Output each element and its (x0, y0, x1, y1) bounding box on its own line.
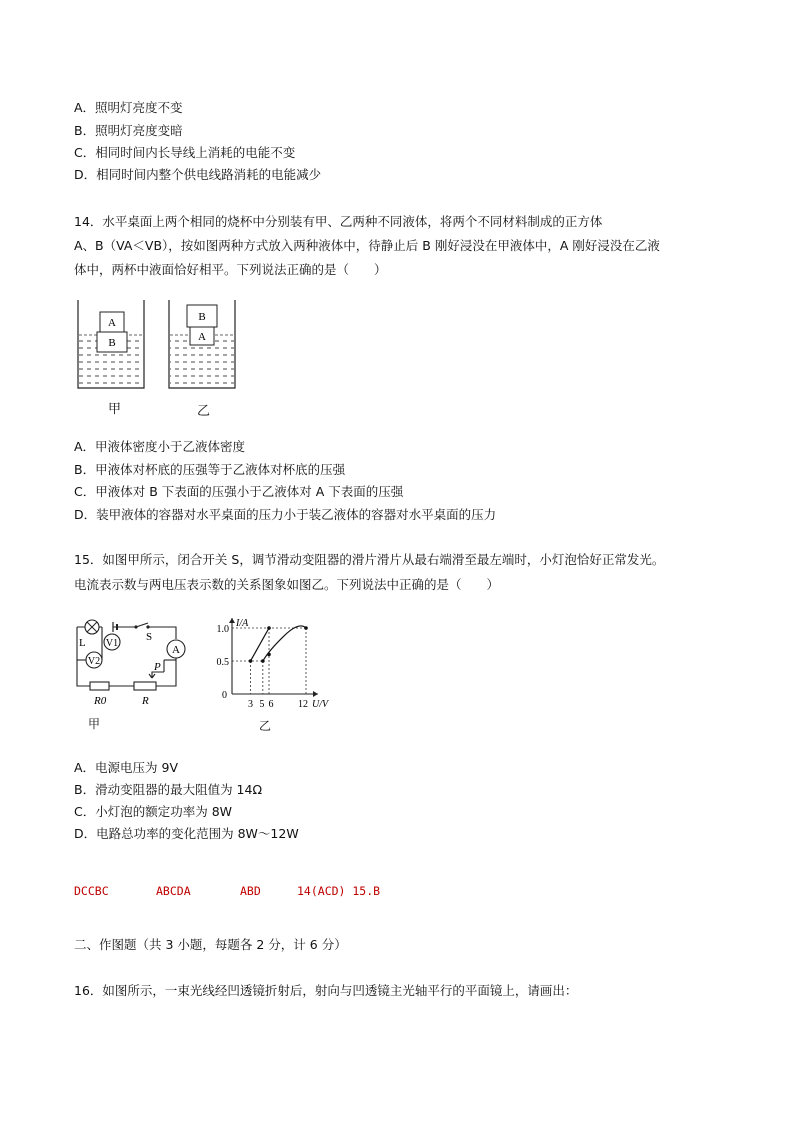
q14-stem-line-3: 体中，两杯中液面恰好相平。下列说法正确的是（ ） (74, 262, 387, 277)
answer-group-1: DCCBC (74, 884, 109, 898)
q13-option-a: A．照明灯亮度不变 (74, 100, 183, 115)
q14-option-c: C．甲液体对 B 下表面的压强小于乙液体对 A 下表面的压强 (74, 484, 404, 499)
y-tick-label: 1.0 (216, 624, 229, 635)
block-b-jia-label: B (108, 337, 116, 349)
lamp-icon (85, 620, 99, 634)
block-a-yi-label: A (198, 331, 206, 343)
x-axis-arrow-icon (313, 691, 318, 697)
rheostat-r-icon (134, 682, 156, 690)
answer-group-2: ABCDA (156, 884, 191, 898)
q13-option-d: D．相同时间内整个供电线路消耗的电能减少 (74, 167, 322, 182)
voltmeter-v2-icon (86, 652, 102, 668)
data-point (304, 626, 308, 630)
q15-stem-line-1: 15．如图甲所示，闭合开关 S，调节滑动变阻器的滑片滑片从最右端滑至最左端时，小灯泡恰好正常发光。 (74, 552, 665, 567)
q15-option-b: B．滑动变阻器的最大阻值为 14Ω (74, 782, 263, 797)
q14-caption-yi: 乙 (197, 404, 211, 419)
q15-stem-line-2: 电流表示数与两电压表示数的关系图象如图乙。下列说法中正确的是（ ） (74, 577, 500, 592)
q14-stem-line-2: A、B（VA＜VB），按如图两种方式放入两种液体中，待静止后 B 刚好浸没在甲液体中，A 刚好浸没在乙液 (74, 238, 660, 253)
beaker-yi (169, 300, 235, 388)
answer-group-3: ABD (240, 884, 261, 898)
x-tick-label: 6 (268, 699, 274, 710)
q13-option-b: B．照明灯亮度变暗 (74, 123, 183, 138)
beaker-jia (78, 300, 144, 388)
q14-option-d: D．装甲液体的容器对水平桌面的压力小于装乙液体的容器对水平桌面的压力 (74, 507, 497, 522)
q15-iu-graph (214, 612, 329, 720)
data-point (267, 626, 271, 630)
q14-option-a: A．甲液体密度小于乙液体密度 (74, 439, 246, 454)
q14-option-b: B．甲液体对杯底的压强等于乙液体对杯底的压强 (74, 462, 346, 477)
answer-group-4: 14(ACD) 15.B (297, 884, 381, 898)
v1-label: V1 (105, 638, 119, 649)
data-point (249, 659, 253, 663)
r0-label: R0 (94, 695, 107, 707)
r-label: R (142, 695, 149, 707)
y-axis-label: I/A (236, 618, 249, 629)
q15-option-a: A．电源电压为 9V (74, 760, 179, 775)
q15-circuit-diagram (68, 614, 198, 716)
switch-label: S (146, 631, 153, 643)
origin-label: 0 (222, 690, 227, 701)
x-tick-label: 3 (248, 699, 253, 710)
voltmeter-v1-icon (104, 634, 120, 650)
resistor-r0-icon (90, 682, 109, 690)
block-b-yi-label: B (198, 311, 206, 323)
q13-option-c: C．相同时间内长导线上消耗的电能不变 (74, 145, 296, 160)
lamp-label: L (79, 637, 86, 649)
x-axis-label: U/V (312, 699, 329, 710)
q15-graph-caption: 乙 (259, 719, 272, 733)
slider-p-label: P (154, 661, 161, 673)
q15-option-d: D．电路总功率的变化范围为 8W～12W (74, 826, 299, 841)
q15-option-c: C．小灯泡的额定功率为 8W (74, 804, 233, 819)
q14-caption-jia: 甲 (108, 402, 122, 417)
v2-label: V2 (87, 656, 101, 667)
x-tick-label: 5 (259, 699, 265, 710)
y-axis-arrow-icon (229, 618, 235, 623)
section-2-title: 二、作图题（共 3 小题，每题各 2 分，计 6 分） (74, 937, 347, 952)
ammeter-label: A (172, 644, 180, 656)
q15-circuit-caption: 甲 (88, 717, 101, 731)
x-tick-label: 12 (298, 699, 308, 710)
data-point (267, 653, 271, 657)
q14-beakers-figure (70, 296, 250, 394)
q14-stem-line-1: 14．水平桌面上两个相同的烧杯中分别装有甲、乙两种不同液体，将两个不同材料制成的正方体 (74, 214, 603, 229)
q16-stem: 16．如图所示，一束光线经凹透镜折射后，射向与凹透镜主光轴平行的平面镜上，请画出： (74, 983, 578, 998)
data-point (261, 659, 265, 663)
ammeter-icon (167, 640, 185, 658)
switch-icon (134, 623, 149, 629)
y-tick-label: 0.5 (216, 657, 229, 668)
block-a-jia-label: A (108, 317, 116, 329)
